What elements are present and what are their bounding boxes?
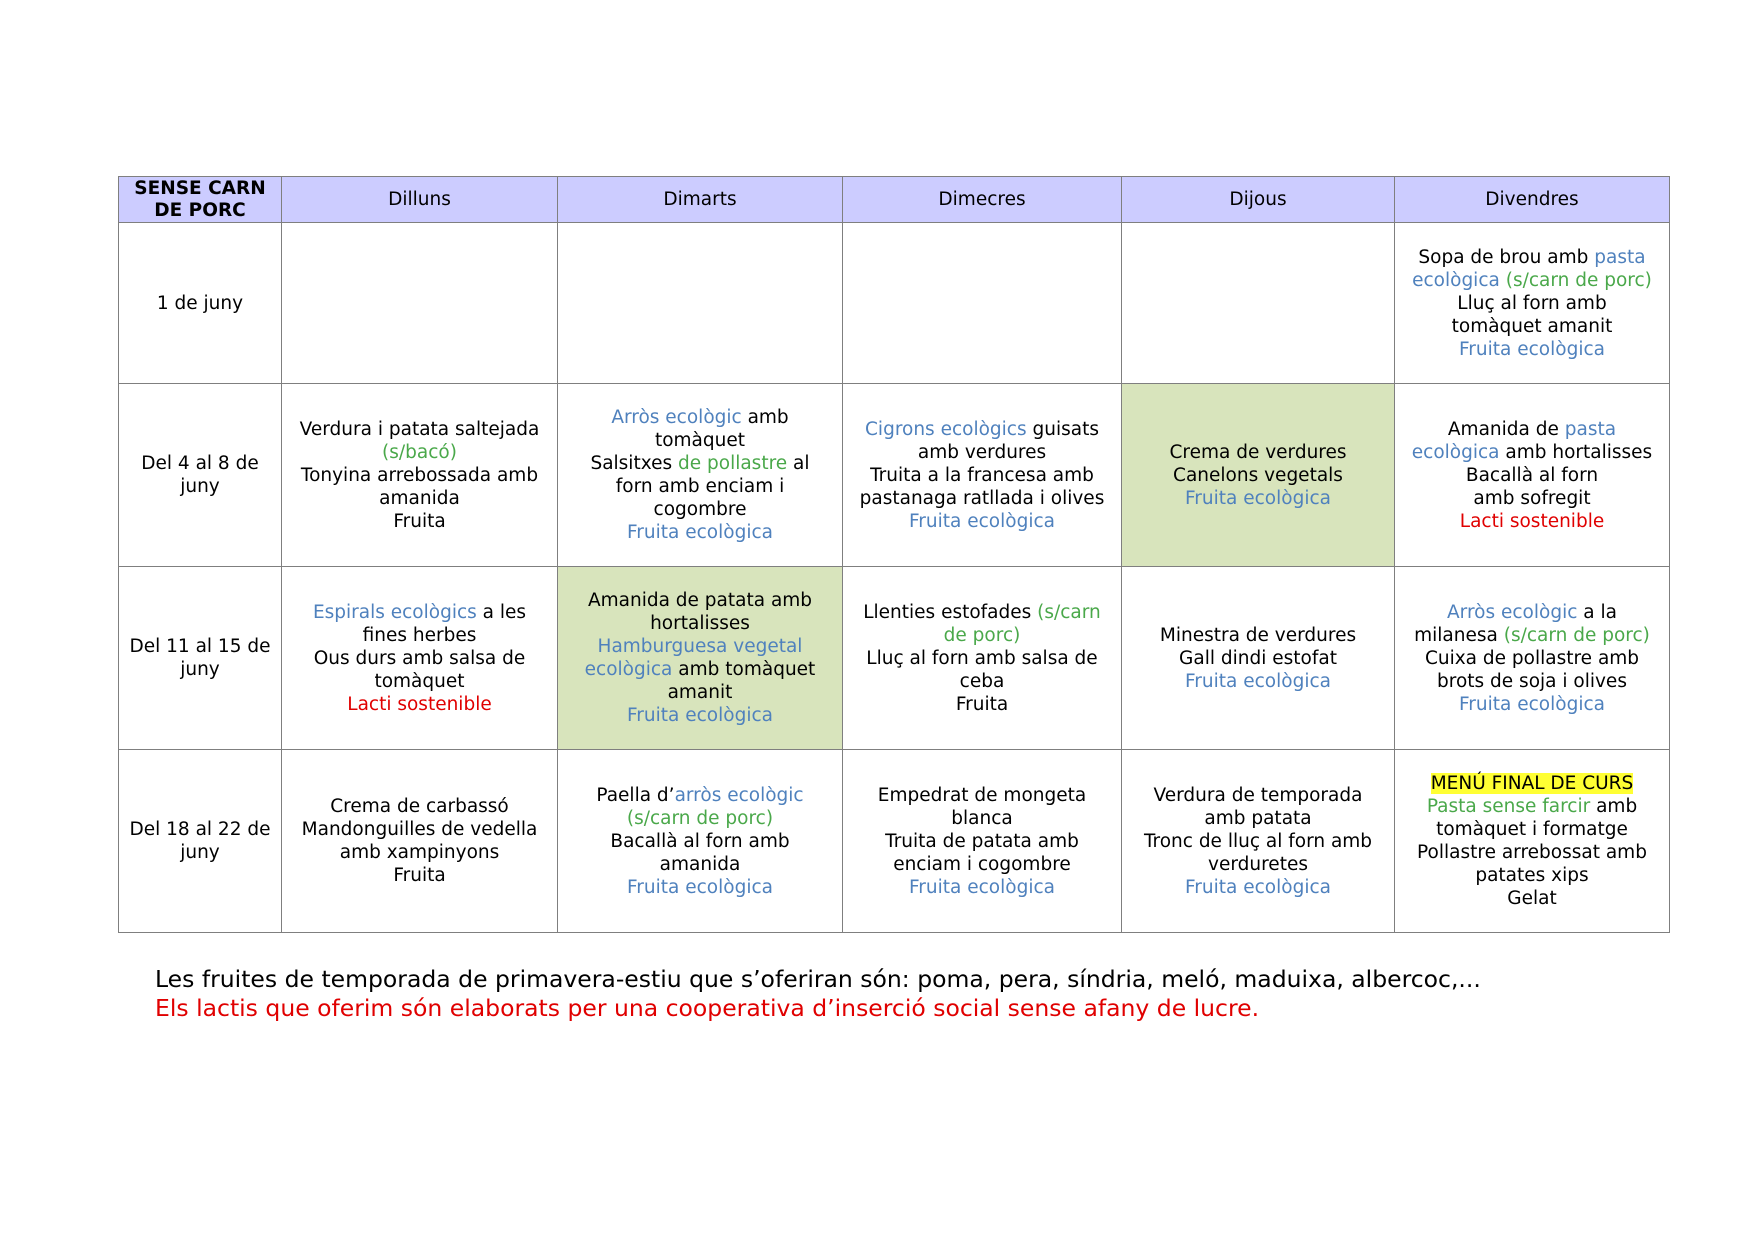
footnotes [155, 965, 1481, 1023]
day-header-tuesday: Dimarts [558, 177, 843, 223]
final-menu-highlight: MENÚ FINAL DE CURS [1430, 773, 1634, 794]
dish-text: Fruita [393, 510, 446, 532]
menu-line [288, 818, 551, 841]
dish-text: Canelons vegetals [1173, 464, 1343, 486]
menu-line [849, 601, 1115, 624]
dish-text: amb xampinyons [339, 842, 500, 863]
menu-line [1401, 693, 1663, 716]
menu-line [1401, 841, 1663, 864]
menu-cell [558, 223, 843, 384]
menu-line [564, 681, 836, 704]
menu-line [1401, 269, 1663, 292]
dairy-text: Lacti sostenible [347, 693, 492, 715]
menu-line [288, 441, 551, 464]
dish-text: Lluç al forn amb salsa de [866, 647, 1098, 669]
menu-line [564, 704, 836, 727]
organic-text: Fruita ecològica [1459, 693, 1605, 715]
menu-line [1128, 464, 1388, 487]
organic-text: Cigrons ecològics [865, 418, 1027, 440]
dish-text: Empedrat de mongeta [877, 784, 1087, 806]
menu-line [1401, 624, 1663, 647]
menu-line [1128, 784, 1388, 807]
menu-line [849, 418, 1115, 441]
organic-text: pasta [1594, 246, 1646, 268]
dish-text: Tronc de lluç al forn amb [1143, 830, 1373, 852]
menu-line [849, 784, 1115, 807]
week-row [119, 567, 1670, 750]
menu-cell [282, 567, 558, 750]
no-pork-text: de porc) [943, 624, 1021, 646]
dish-text: Lluç al forn amb [1457, 292, 1607, 314]
seasonal-fruits-note: Les fruites de temporada de primavera-estiu que s’oferiran són: poma, pera, síndria, meló, maduixa, albercoc,... [155, 965, 1481, 993]
dish-text: Fruita [955, 693, 1009, 715]
menu-line [288, 841, 551, 864]
menu-line [288, 624, 551, 647]
dish-text: blanca [951, 807, 1013, 829]
menu-line [564, 635, 836, 658]
menu-line [1128, 624, 1388, 647]
menu-cell [282, 223, 558, 384]
menu-line [288, 464, 551, 487]
dish-text: amb tomàquet [672, 659, 816, 680]
menu-cell [558, 384, 843, 567]
organic-text: Hamburguesa vegetal [597, 636, 803, 657]
organic-text: ecològica [1412, 269, 1500, 291]
menu-line [849, 510, 1115, 533]
dairy-note: Els lactis que oferim són elaborats per una cooperativa d’inserció social sense afany de lucre. [155, 994, 1260, 1022]
menu-line [1401, 315, 1663, 338]
dish-text: Amanida de patata amb [587, 590, 813, 611]
organic-text: Fruita ecològica [1185, 487, 1331, 509]
menu-line [288, 864, 551, 887]
dish-text: forn amb enciam i [615, 476, 785, 497]
menu-cell [843, 223, 1122, 384]
dish-text: amb verdures [917, 441, 1047, 463]
menu-line [564, 589, 836, 612]
week-label: Del 4 al 8 de juny [119, 384, 282, 567]
no-pork-text: de pollastre [678, 453, 788, 474]
menu-line [1128, 441, 1388, 464]
menu-line [849, 624, 1115, 647]
organic-text: Fruita ecològica [627, 705, 773, 726]
menu-line [288, 487, 551, 510]
organic-text: Arròs ecològic [1447, 601, 1578, 623]
day-header-thursday: Dijous [1122, 177, 1395, 223]
menu-line [1401, 246, 1663, 269]
dish-text: Pollastre arrebossat amb [1417, 842, 1647, 863]
dish-text: Verdura i patata saltejada [299, 418, 540, 440]
dish-text: milanesa [1414, 624, 1504, 646]
menu-line [849, 876, 1115, 899]
menu-line [288, 795, 551, 818]
menu-line [1401, 795, 1663, 818]
organic-text: Fruita ecològica [627, 876, 773, 898]
dish-text: tomàquet [654, 430, 746, 451]
dish-text: hortalisses [650, 613, 750, 634]
dish-text: Bacallà al forn [1465, 464, 1599, 486]
no-pork-text: (s/carn de porc) [1499, 269, 1652, 291]
dish-text: brots de soja i olives [1437, 670, 1627, 692]
menu-line [849, 647, 1115, 670]
menu-line [564, 612, 836, 635]
menu-line [1401, 418, 1663, 441]
dish-text: Paella d’ [596, 784, 675, 806]
menu-line [564, 876, 836, 899]
dish-text: Minestra de verdures [1159, 624, 1357, 646]
menu-line [849, 807, 1115, 830]
header-row [119, 177, 1670, 223]
dish-text: Ous durs amb salsa de [313, 647, 526, 669]
menu-line [849, 853, 1115, 876]
dish-text: tomàquet amanit [1451, 315, 1613, 337]
menu-line [1401, 292, 1663, 315]
dish-text: Verdura de temporada [1153, 784, 1363, 806]
menu-line [564, 658, 836, 681]
menu-line [1401, 818, 1663, 841]
menu-line [288, 647, 551, 670]
dish-text: amb [1590, 796, 1638, 817]
week-row [119, 384, 1670, 567]
dish-text: tomàquet i formatge [1436, 819, 1628, 840]
menu-cell [558, 750, 843, 933]
organic-text: Arròs ecològic [611, 407, 742, 428]
dish-text: cogombre [653, 499, 747, 520]
dish-text: a la [1577, 601, 1617, 623]
dish-text: Truita de patata amb [885, 830, 1079, 852]
menu-line [1401, 670, 1663, 693]
menu-line [564, 853, 836, 876]
dish-text: amb patata [1204, 807, 1312, 829]
menu-cell [558, 567, 843, 750]
menu-line [1128, 807, 1388, 830]
dish-text: fines herbes [362, 624, 477, 646]
menu-line [1401, 864, 1663, 887]
menu-line [564, 784, 836, 807]
menu-cell [1122, 567, 1395, 750]
menu-line [1401, 464, 1663, 487]
menu-line [288, 601, 551, 624]
menu-line [1401, 441, 1663, 464]
dish-text: Sopa de brou amb [1418, 246, 1595, 268]
menu-cell [1122, 750, 1395, 933]
menu-line [849, 830, 1115, 853]
dish-text: Crema de carbassó [330, 796, 509, 817]
menu-line [849, 487, 1115, 510]
menu-line [1128, 876, 1388, 899]
menu-line [564, 830, 836, 853]
menu-cell [1395, 750, 1670, 933]
no-pork-text: Pasta sense farcir [1426, 796, 1591, 817]
dish-text: Bacallà al forn amb [610, 830, 790, 852]
menu-line [564, 521, 836, 544]
no-pork-text: (s/bacó) [382, 441, 457, 463]
menu-cell [1395, 384, 1670, 567]
dish-text: Amanida de [1447, 418, 1565, 440]
menu-cell [282, 384, 558, 567]
menu-line [564, 452, 836, 475]
menu-line [1401, 887, 1663, 910]
dish-text: amanida [659, 853, 741, 875]
menu-line [1401, 510, 1663, 533]
dish-text: Salsitxes [590, 453, 678, 474]
organic-text: Fruita ecològica [909, 876, 1055, 898]
organic-text: ecològica [1411, 441, 1500, 463]
dish-text: a les [476, 601, 527, 623]
dish-text: Tonyina arrebossada amb [300, 464, 539, 486]
organic-text: Fruita ecològica [1185, 876, 1331, 898]
organic-text: arròs ecològic [674, 784, 804, 806]
dish-text: enciam i cogombre [893, 853, 1071, 875]
day-header-monday: Dilluns [282, 177, 558, 223]
menu-line [1128, 647, 1388, 670]
menu-line [564, 406, 836, 429]
menu-line [1401, 338, 1663, 361]
dish-text: guisats [1026, 418, 1099, 440]
menu-line [288, 418, 551, 441]
dish-text: verduretes [1208, 853, 1308, 875]
week-label: Del 18 al 22 de juny [119, 750, 282, 933]
menu-line [564, 475, 836, 498]
dish-text: al [787, 453, 810, 474]
menu-cell [1122, 384, 1395, 567]
no-pork-text: (s/carn de porc) [626, 807, 774, 829]
dairy-text: Lacti sostenible [1459, 510, 1605, 532]
organic-text: Fruita ecològica [1459, 338, 1605, 360]
menu-line [849, 464, 1115, 487]
organic-text: ecològica [584, 659, 673, 680]
dish-text: tomàquet [374, 670, 465, 692]
menu-line [1128, 487, 1388, 510]
dish-text: amanit [667, 682, 733, 703]
organic-text: Espirals ecològics [312, 601, 477, 623]
menu-line [288, 693, 551, 716]
organic-text: pasta [1564, 418, 1617, 440]
week-label: 1 de juny [119, 223, 282, 384]
dish-text: amb hortalisses [1499, 441, 1653, 463]
dish-text: patates xips [1475, 865, 1589, 886]
dish-text: pastanaga ratllada i olives [859, 487, 1105, 509]
menu-table [118, 176, 1670, 933]
dish-text: Fruita [393, 865, 446, 886]
dish-text: ceba [959, 670, 1005, 692]
dish-text: Llenties estofades [863, 601, 1038, 623]
menu-line [1401, 487, 1663, 510]
menu-cell [843, 750, 1122, 933]
week-label: Del 11 al 15 de juny [119, 567, 282, 750]
day-header-friday: Divendres [1395, 177, 1670, 223]
dish-text: Mandonguilles de vedella [301, 819, 538, 840]
dish-text: amb sofregit [1473, 487, 1591, 509]
menu-line [1401, 772, 1663, 795]
menu-line [288, 510, 551, 533]
menu-cell [1395, 223, 1670, 384]
day-header-wednesday: Dimecres [843, 177, 1122, 223]
organic-text: Fruita ecològica [909, 510, 1055, 532]
dish-text: amb [741, 407, 789, 428]
menu-line [1401, 601, 1663, 624]
menu-line [1128, 853, 1388, 876]
menu-line [1128, 830, 1388, 853]
menu-line [1401, 647, 1663, 670]
week-row [119, 750, 1670, 933]
dish-text: amanida [379, 487, 460, 509]
menu-cell [843, 384, 1122, 567]
organic-text: Fruita ecològica [1185, 670, 1331, 692]
dish-text: Gall dindi estofat [1179, 647, 1337, 669]
menu-line [288, 670, 551, 693]
menu-line [1128, 670, 1388, 693]
menu-type-header: SENSE CARN DE PORC [119, 177, 282, 223]
organic-text: Fruita ecològica [627, 522, 773, 543]
no-pork-text: (s/carn [1037, 601, 1101, 623]
menu-cell [282, 750, 558, 933]
menu-cell [843, 567, 1122, 750]
dish-text: Cuixa de pollastre amb [1424, 647, 1640, 669]
week-row [119, 223, 1670, 384]
dish-text: Gelat [1507, 888, 1557, 909]
menu-line [564, 429, 836, 452]
menu-cell [1395, 567, 1670, 750]
dish-text: Truita a la francesa amb [870, 464, 1094, 486]
menu-line [849, 441, 1115, 464]
dish-text: Crema de verdures [1169, 441, 1347, 463]
menu-line [564, 498, 836, 521]
menu-cell [1122, 223, 1395, 384]
no-pork-text: (s/carn de porc) [1503, 624, 1650, 646]
menu-line [849, 670, 1115, 693]
menu-line [849, 693, 1115, 716]
menu-line [564, 807, 836, 830]
